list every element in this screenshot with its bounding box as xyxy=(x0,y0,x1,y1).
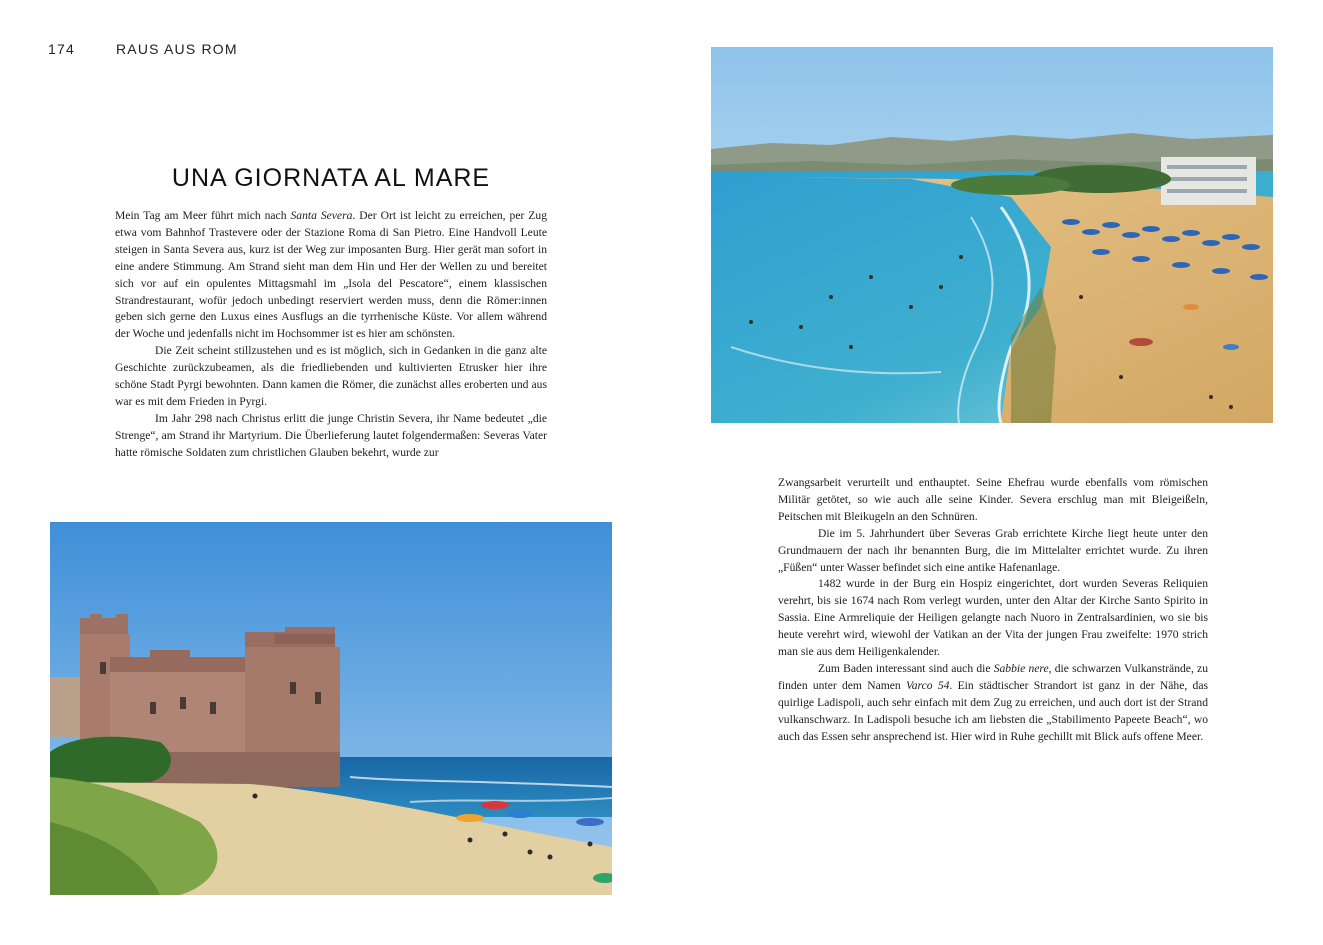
paragraph: Die Zeit scheint stillzustehen und es ist möglich, sich in Gedanken in die ganz alte Geschichte zurückzubeamen, als die friedliebenden und kultivierten Etrusker hier ihre schöne Stadt Pyrgi bewohnten. Dann kamen die Römer, die zunächst alles eroberten und aus war es mit dem Frieden in Pyrgi. xyxy=(115,344,547,408)
running-head xyxy=(48,41,238,57)
paragraph: 1482 wurde in der Burg ein Hospiz eingerichtet, dort wurden Severas Reliquien verehrt, bis sie 1674 nach Rom verlegt wurden, unter den Altar der Kirche Santo Spirito in Sassia. Eine Armreliquie der Heiligen gelangte nach Nuoro in Zentralsardinien, wo sie bis heute verehrt wird, wiewohl der Vatikan an der Vita der jungen Frau zweifelte: 1970 strich man sie aus dem Heiligenkalender. xyxy=(778,577,1208,659)
left-text-column xyxy=(115,208,547,480)
paragraph: Mein Tag am Meer führt mich nach Santa Severa. Der Ort ist leicht zu erreichen, per Zug etwa vom Bahnhof Trastevere oder der Stazione Roma di San Pietro. Eine Handvoll Leute steigen in Santa Severa aus, kurz ist der Weg zur imposanten Burg. Hier gerät man sofort in eine andere Stimmung. Am Strand sieht man dem Hin und Her der Wellen zu und bereitet sich vor auf ein opulentes Mittagsmahl im „Isola del Pescatore“, einem klassischen Strandrestaurant, wofür jedoch unbedingt reserviert werden muss, denn die Römer:innen geben sich gerne den Luxus eines Ausflugs an die tyrrhenische Küste. Vor allem während der Woche und jedenfalls nicht im Hochsommer ist es hier am schönsten. xyxy=(115,209,547,341)
paragraph: Zum Baden interessant sind auch die Sabbie nere, die schwarzen Vulkanstrände, zu finden unter dem Namen Varco 54. Ein städtischer Strandort ist ganz in der Nähe, das quirlige Ladispoli, auch sehr einfach mit dem Zug zu erreichen, und auch dort ist der Strand vulkanschwarz. In Ladispoli besuche ich am liebsten die „Stabilimento Papeete Beach“, wo auch das Essen sehr ansprechend ist. Hier wird in Ruhe gechillt mit Blick aufs offene Meer. xyxy=(778,661,1208,743)
place-name: Santa Severa xyxy=(290,209,353,222)
beach-photo xyxy=(711,47,1273,423)
section-title: RAUS AUS ROM xyxy=(116,41,238,57)
castle-illustration xyxy=(50,522,612,895)
page-number: 174 xyxy=(48,41,75,57)
castle-photo xyxy=(50,522,612,895)
beach-illustration xyxy=(711,47,1273,423)
paragraph: Im Jahr 298 nach Christus erlitt die junge Christin Severa, ihr Name bedeutet „die Strenge“, am Strand ihr Martyrium. Die Überlieferung lautet folgendermaßen: Severas Vater hatte römische Soldaten zum christlichen Glauben bekehrt, wurde zur xyxy=(115,411,547,459)
article-title: UNA GIORNATA AL MARE xyxy=(171,164,491,192)
paragraph: Die im 5. Jahrhundert über Severas Grab errichtete Kirche liegt heute unter den Grundmauern der nach ihr benannten Burg, die im Mittelalter errichtet wurde. Zu ihren „Füßen“ unter Wasser befindet sich eine antike Hafenanlage. xyxy=(778,526,1208,574)
place-name: Varco 54 xyxy=(905,678,950,692)
place-name: Sabbie nere xyxy=(993,661,1049,675)
right-text-column xyxy=(778,475,1208,765)
paragraph: Zwangsarbeit verurteilt und enthauptet. Seine Ehefrau wurde ebenfalls vom römischen Militär getötet, so wie auch alle seine Kinder. Severa erschlug man mit Bleigeißeln, Peitschen mit Bleikugeln an den Schnüren. xyxy=(778,476,1208,523)
